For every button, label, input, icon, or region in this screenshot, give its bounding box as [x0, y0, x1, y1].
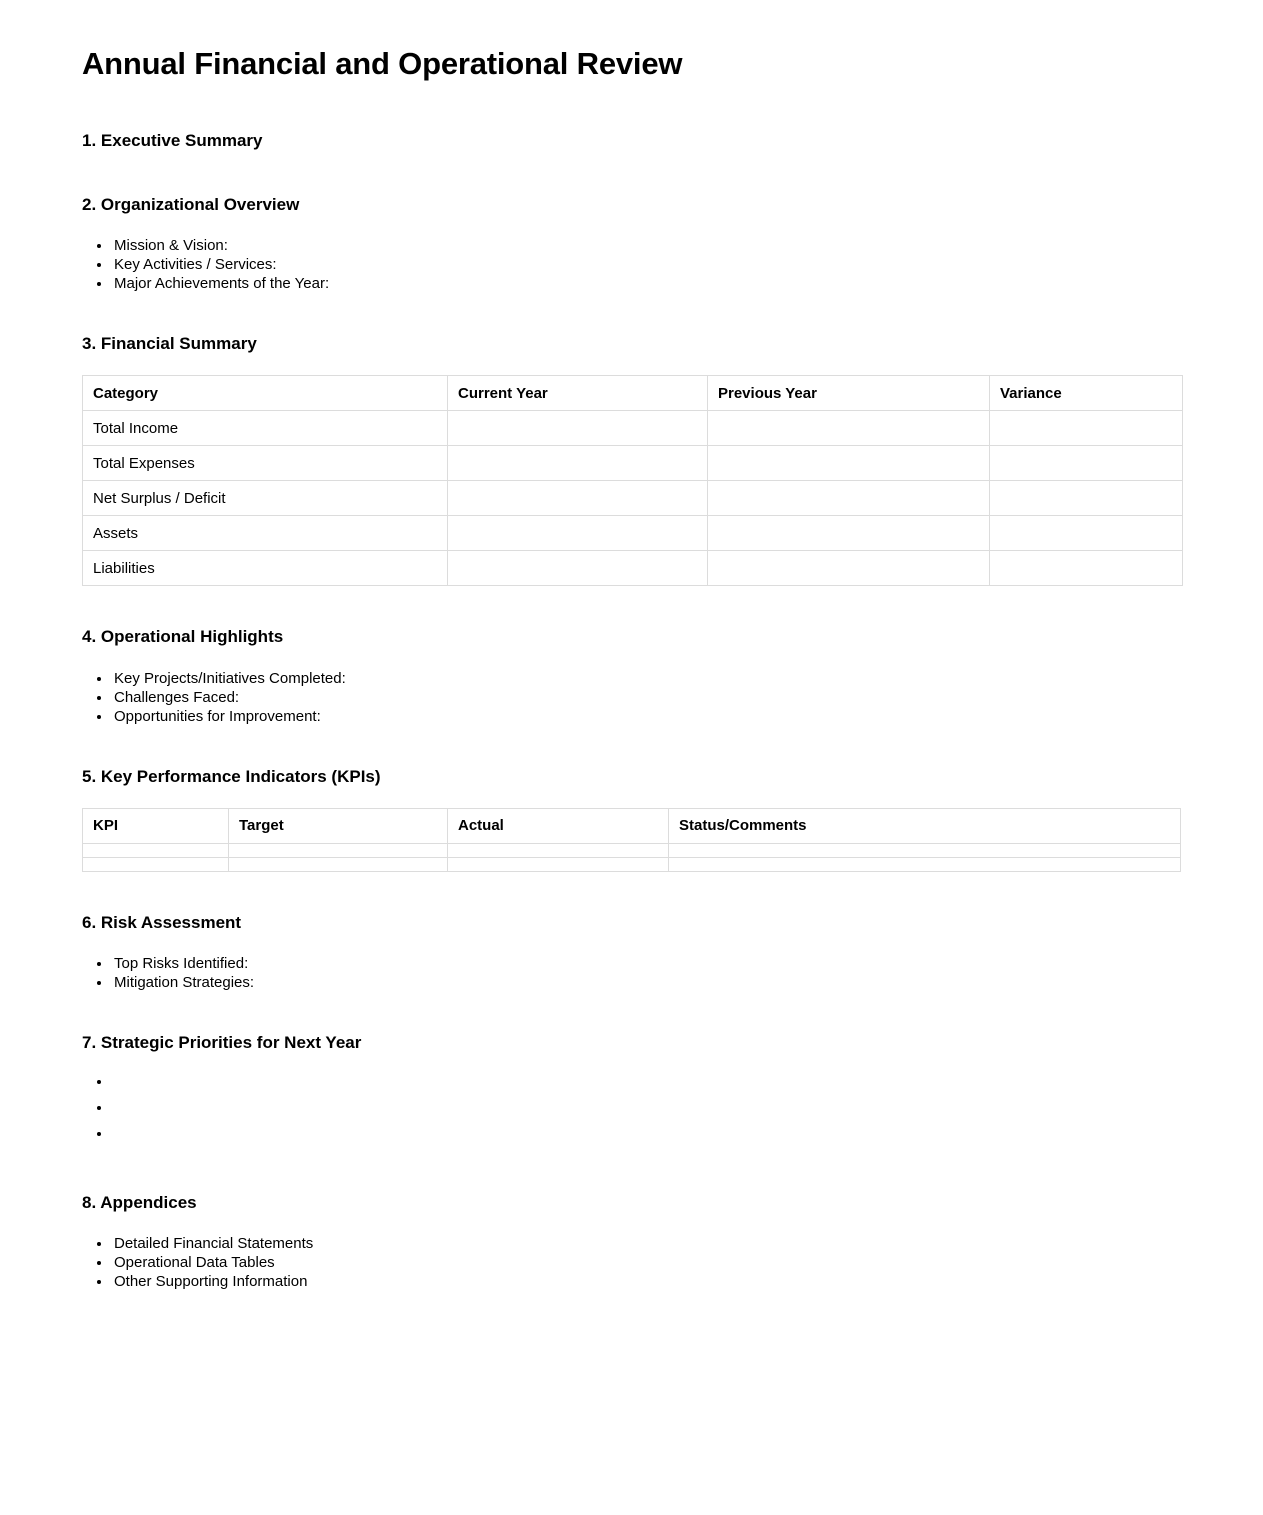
list-item: Mission & Vision: — [114, 236, 1183, 255]
cell-actual[interactable] — [448, 843, 669, 857]
column-header-kpi: KPI — [83, 808, 229, 843]
spacer — [82, 1152, 1183, 1192]
section-financial-summary — [82, 333, 1183, 586]
spacer — [82, 293, 1183, 333]
column-header-current-year: Current Year — [448, 376, 708, 411]
section-heading-operational-highlights: 4. Operational Highlights — [82, 627, 284, 647]
list-item: Challenges Faced: — [114, 688, 1183, 707]
table-row — [83, 843, 1181, 857]
cell-previous-year[interactable] — [708, 551, 990, 586]
spacer — [82, 152, 1183, 194]
cell-previous-year[interactable] — [708, 481, 990, 516]
spacer — [82, 649, 1183, 669]
column-header-target: Target — [229, 808, 448, 843]
list-strategic-priorities — [82, 1074, 1183, 1140]
cell-variance[interactable] — [990, 446, 1183, 481]
section-heading-appendices: 8. Appendices — [82, 1192, 197, 1212]
list-item: Top Risks Identified: — [114, 954, 1183, 973]
section-heading-executive-summary: 1. Executive Summary — [82, 131, 263, 151]
section-heading-organizational-overview: 2. Organizational Overview — [82, 195, 300, 215]
section-heading-risk-assessment: 6. Risk Assessment — [82, 912, 242, 932]
spacer — [82, 1054, 1183, 1074]
cell-target[interactable] — [229, 843, 448, 857]
cell-status-comments[interactable] — [669, 857, 1181, 871]
cell-variance[interactable] — [990, 411, 1183, 446]
table-row — [83, 516, 1183, 551]
list-item: Opportunities for Improvement: — [114, 707, 1183, 726]
section-risk-assessment — [82, 912, 1183, 992]
cell-target[interactable] — [229, 857, 448, 871]
table-row — [83, 446, 1183, 481]
page-title: Annual Financial and Operational Review — [82, 46, 683, 81]
cell-current-year[interactable] — [448, 446, 708, 481]
section-kpis — [82, 766, 1183, 872]
section-strategic-priorities — [82, 1032, 1183, 1140]
section-operational-highlights — [82, 626, 1183, 725]
table-row — [83, 551, 1183, 586]
spacer — [82, 355, 1183, 375]
cell-kpi[interactable] — [83, 843, 229, 857]
list-item — [114, 1074, 1183, 1088]
list-item — [114, 1126, 1183, 1140]
table-row — [83, 411, 1183, 446]
cell-current-year[interactable] — [448, 411, 708, 446]
cell-actual[interactable] — [448, 857, 669, 871]
list-organizational-overview — [82, 236, 1183, 293]
section-executive-summary — [82, 130, 1183, 152]
spacer — [82, 726, 1183, 766]
spacer — [82, 216, 1183, 236]
list-risk-assessment — [82, 954, 1183, 992]
cell-category: Liabilities — [83, 551, 448, 586]
financial-summary-table — [82, 375, 1183, 586]
section-appendices — [82, 1192, 1183, 1291]
list-item: Detailed Financial Statements — [114, 1234, 1183, 1253]
cell-category: Total Income — [83, 411, 448, 446]
spacer — [82, 992, 1183, 1032]
cell-current-year[interactable] — [448, 516, 708, 551]
cell-variance[interactable] — [990, 551, 1183, 586]
cell-previous-year[interactable] — [708, 411, 990, 446]
spacer — [82, 788, 1183, 808]
cell-category: Net Surplus / Deficit — [83, 481, 448, 516]
table-header-row — [83, 808, 1181, 843]
table-row — [83, 481, 1183, 516]
cell-category: Assets — [83, 516, 448, 551]
list-operational-highlights — [82, 669, 1183, 726]
column-header-actual: Actual — [448, 808, 669, 843]
list-item: Other Supporting Information — [114, 1272, 1183, 1291]
cell-variance[interactable] — [990, 481, 1183, 516]
list-appendices — [82, 1234, 1183, 1291]
list-item: Operational Data Tables — [114, 1253, 1183, 1272]
section-organizational-overview — [82, 194, 1183, 293]
cell-status-comments[interactable] — [669, 843, 1181, 857]
spacer — [82, 872, 1183, 912]
list-item: Mitigation Strategies: — [114, 973, 1183, 992]
table-header-row — [83, 376, 1183, 411]
spacer — [82, 586, 1183, 626]
table-row — [83, 857, 1181, 871]
column-header-status-comments: Status/Comments — [669, 808, 1181, 843]
cell-category: Total Expenses — [83, 446, 448, 481]
cell-variance[interactable] — [990, 516, 1183, 551]
section-heading-financial-summary: 3. Financial Summary — [82, 334, 257, 354]
column-header-variance: Variance — [990, 376, 1183, 411]
cell-current-year[interactable] — [448, 481, 708, 516]
cell-kpi[interactable] — [83, 857, 229, 871]
section-heading-kpis: 5. Key Performance Indicators (KPIs) — [82, 766, 381, 786]
list-item — [114, 1100, 1183, 1114]
kpi-table — [82, 808, 1181, 872]
cell-current-year[interactable] — [448, 551, 708, 586]
list-item: Major Achievements of the Year: — [114, 274, 1183, 293]
column-header-category: Category — [83, 376, 448, 411]
list-item: Key Activities / Services: — [114, 255, 1183, 274]
list-item: Key Projects/Initiatives Completed: — [114, 669, 1183, 688]
cell-previous-year[interactable] — [708, 516, 990, 551]
spacer — [82, 934, 1183, 954]
cell-previous-year[interactable] — [708, 446, 990, 481]
section-heading-strategic-priorities: 7. Strategic Priorities for Next Year — [82, 1032, 362, 1052]
column-header-previous-year: Previous Year — [708, 376, 990, 411]
spacer — [82, 1214, 1183, 1234]
